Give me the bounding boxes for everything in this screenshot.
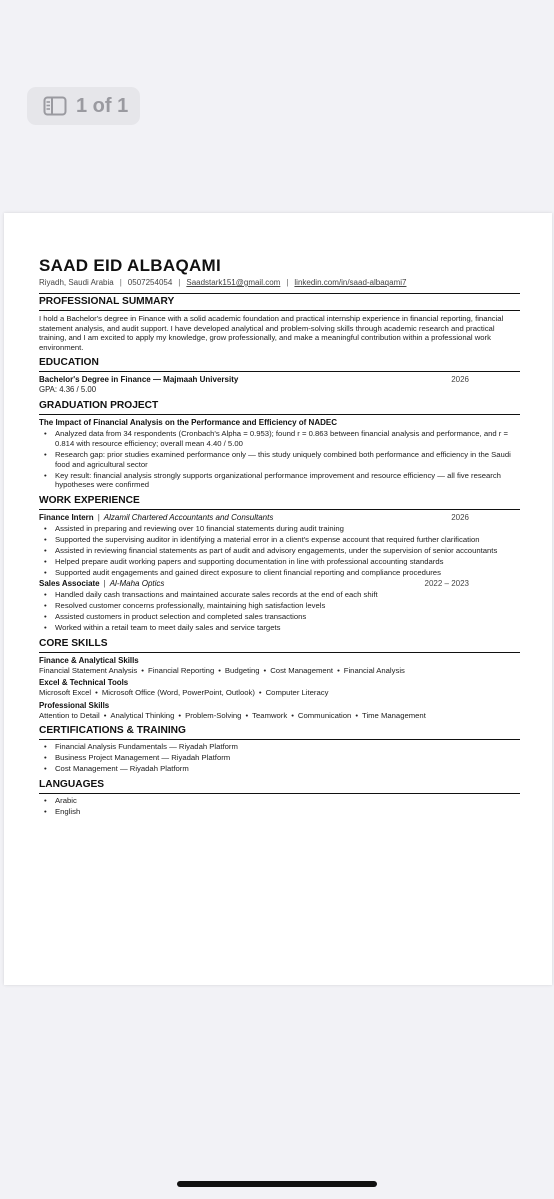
sidebar-pages-icon <box>43 96 67 116</box>
skill-group-label: Excel & Technical Tools <box>39 678 129 688</box>
page-indicator[interactable] <box>27 87 140 125</box>
list-item: • Research gap: prior studies examined performance only — this study uniquely combined both performance and efficiency in the Saudi food and agricultural sector <box>39 450 520 469</box>
job-title: Sales Associate <box>39 578 100 588</box>
skills-heading: CORE SKILLS <box>39 638 520 653</box>
degree-year: 2026 <box>451 375 469 385</box>
summary-text: I hold a Bachelor's degree in Finance with a solid academic foundation and practical internship experience in financial reporting, financial statement analysis, and audit support. I have developed analytical and problem-solving skills through academic research and practical training, and I am excited to apply my knowledge, grow professionally, and make a meaningful contribution within a professional work environment. <box>39 314 504 352</box>
job-bullets <box>39 590 520 633</box>
list-item: • Assisted customers in product selection and completed sales transactions <box>39 612 520 622</box>
job-org: Al-Maha Optics <box>109 578 165 588</box>
list-item: • Analyzed data from 34 respondents (Cronbach's Alpha = 0.953); found r = 0.863 between financial analysis and performance, and r = 0.814 with resource efficiency; overall mean 4.40 / 5.00 <box>39 429 520 448</box>
education-heading: EDUCATION <box>39 357 520 372</box>
job-bullets <box>39 524 520 578</box>
list-item: • English <box>39 807 520 817</box>
home-indicator[interactable] <box>177 1181 377 1187</box>
degree-label: Bachelor's Degree in Finance — Majmaah University <box>39 375 239 385</box>
languages-heading: LANGUAGES <box>39 779 520 794</box>
contact-email-link[interactable]: Saadstark151@gmail.com <box>186 278 281 287</box>
page-count-label: 1 of 1 <box>76 94 129 117</box>
resume-name: SAAD EID ALBAQAMI <box>39 256 222 275</box>
skill-group-label: Professional Skills <box>39 700 110 710</box>
list-item: • Business Project Management — Riyadah Platform <box>39 753 520 763</box>
skill-group-items: Microsoft Excel • Microsoft Office (Word, PowerPoint, Outlook) • Computer Literacy <box>39 688 329 698</box>
list-item: • Supported audit engagements and gained direct exposure to client financial reporting and compliance procedures <box>39 568 520 578</box>
work-heading: WORK EXPERIENCE <box>39 495 520 510</box>
skill-group-items: Attention to Detail • Analytical Thinking • Problem-Solving • Teamwork • Communication • Time Management <box>39 710 426 720</box>
project-heading: GRADUATION PROJECT <box>39 400 520 415</box>
list-item: • Cost Management — Riyadah Platform <box>39 764 520 774</box>
skill-group-items: Financial Statement Analysis • Financial Reporting • Budgeting • Cost Management • Financial Analysis <box>39 665 405 675</box>
education-row <box>39 375 520 385</box>
contact-linkedin-link[interactable]: linkedin.com/in/saad-albaqami7 <box>294 278 407 287</box>
list-item: • Helped prepare audit working papers and supporting documentation in line with professional accounting standards <box>39 557 520 567</box>
job-title: Finance Intern <box>39 512 94 522</box>
contact-line: Riyadh, Saudi Arabia | 0507254054 | Saadstark151@gmail.com | linkedin.com/in/saad-albaqami7 <box>39 278 407 287</box>
summary-heading: PROFESSIONAL SUMMARY <box>39 293 520 311</box>
list-item: • Supported the supervising auditor in identifying a material error in a client's expense account that required further clarification <box>39 535 520 545</box>
list-item: • Assisted in reviewing financial statements as part of audit and advisory engagements, under the supervision of senior accountants <box>39 546 520 556</box>
certifications-heading: CERTIFICATIONS & TRAINING <box>39 725 520 740</box>
language-list <box>39 796 520 817</box>
list-item: • Handled daily cash transactions and maintained accurate sales records at the end of each shift <box>39 590 520 600</box>
project-title: The Impact of Financial Analysis on the Performance and Efficiency of NADEC <box>39 417 337 427</box>
skill-group-label: Finance & Analytical Skills <box>39 655 139 665</box>
list-item: • Assisted in preparing and reviewing over 10 financial statements during audit training <box>39 524 520 534</box>
contact-location: Riyadh, Saudi Arabia <box>39 278 114 287</box>
list-item: • Arabic <box>39 796 520 806</box>
project-bullets <box>39 429 520 489</box>
list-item: • Worked within a retail team to meet daily sales and service targets <box>39 623 520 633</box>
certification-list <box>39 742 520 774</box>
job-row: Finance Intern | Alzamil Chartered Accountants and Consultants 2026 <box>39 513 520 523</box>
list-item: • Financial Analysis Fundamentals — Riyadah Platform <box>39 742 520 752</box>
list-item: • Key result: financial analysis strongly supports organizational performance improvement and resource efficiency — all five research hypotheses were confirmed <box>39 471 520 490</box>
resume-content <box>39 257 520 816</box>
gpa-text: GPA: 4.36 / 5.00 <box>39 385 97 395</box>
job-row: Sales Associate | Al-Maha Optics 2022 – 2023 <box>39 579 520 589</box>
list-item: • Resolved customer concerns professionally, maintaining high satisfaction levels <box>39 601 520 611</box>
job-date: 2022 – 2023 <box>424 578 469 588</box>
job-date: 2026 <box>451 512 469 522</box>
resume-page <box>4 213 552 985</box>
contact-phone: 0507254054 <box>127 278 173 287</box>
job-org: Alzamil Chartered Accountants and Consultants <box>103 512 274 522</box>
